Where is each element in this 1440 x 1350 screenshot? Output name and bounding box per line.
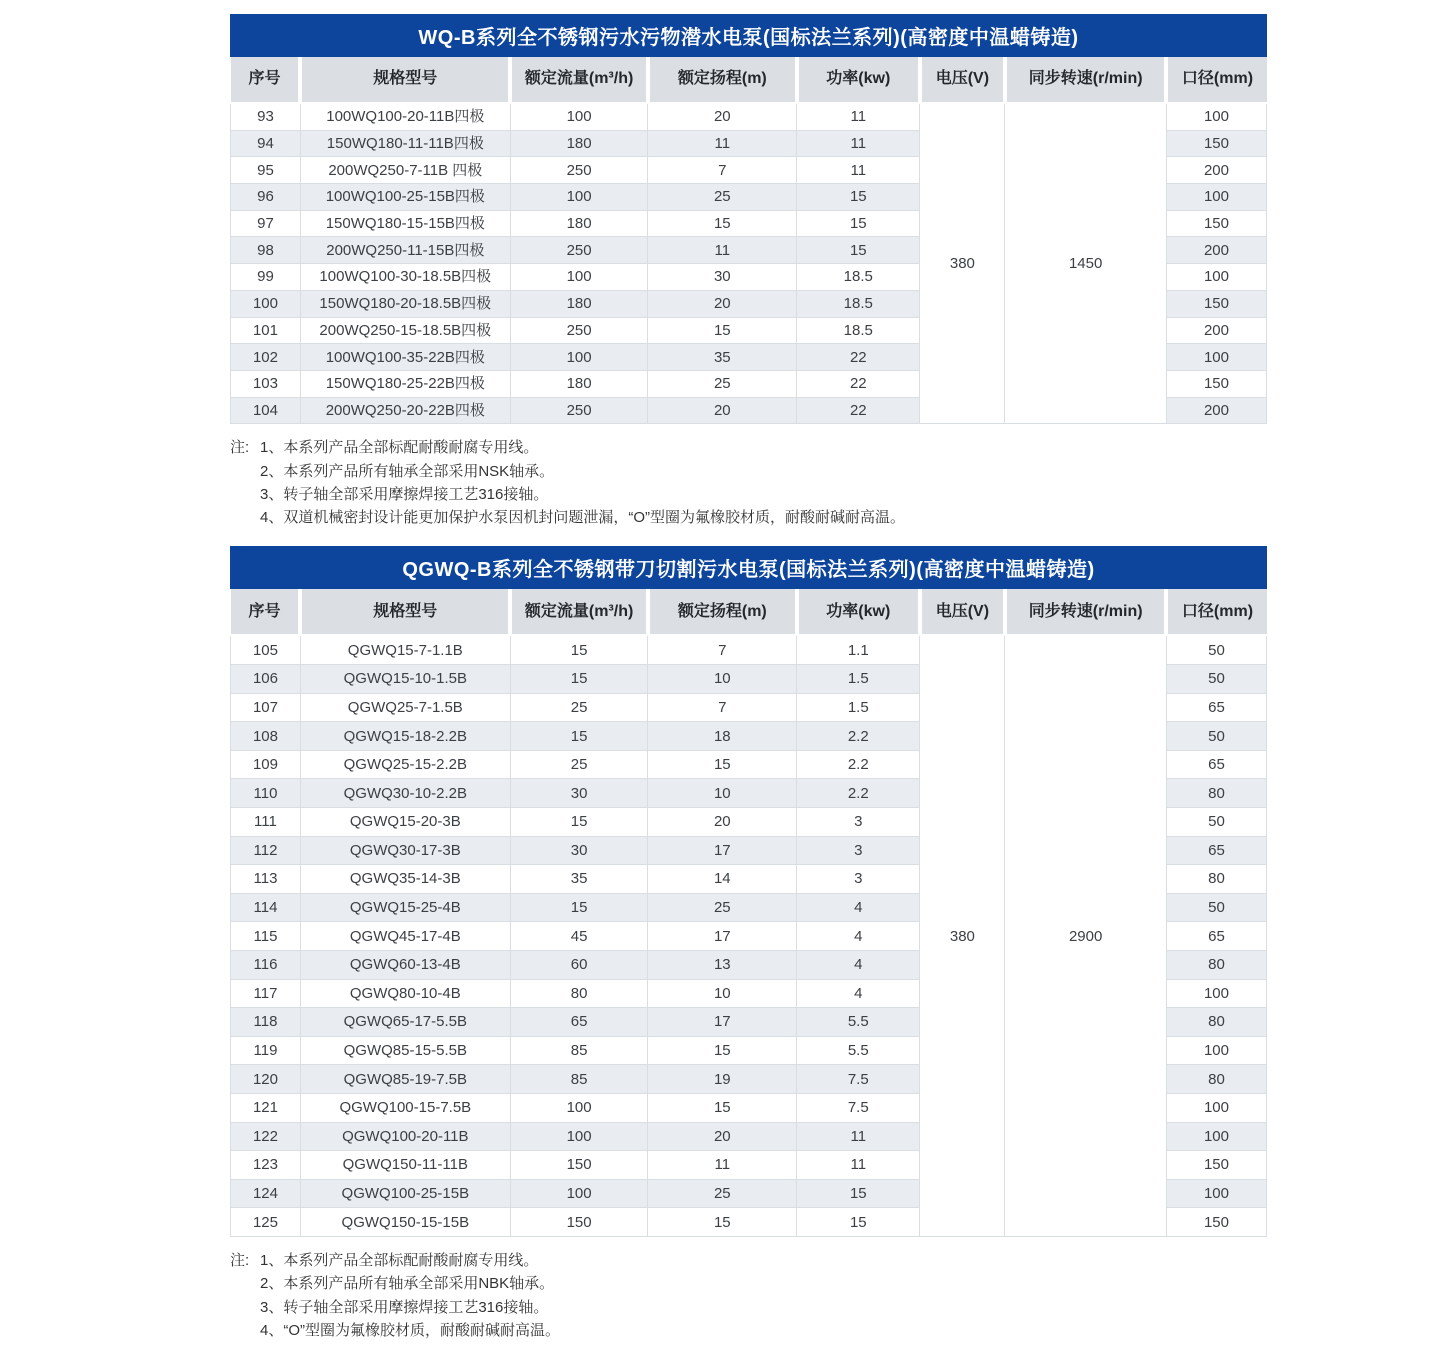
cell-serial: 111 <box>231 808 301 837</box>
header-model: 规格型号 <box>300 589 510 635</box>
cell-power: 4 <box>797 950 920 979</box>
cell-flow: 60 <box>510 950 648 979</box>
header-diameter: 口径(mm) <box>1166 57 1266 103</box>
cell-head: 25 <box>648 893 797 922</box>
cell-serial: 116 <box>231 950 301 979</box>
cell-diameter: 50 <box>1166 665 1266 694</box>
cell-model: 100WQ100-35-22B四极 <box>300 344 510 371</box>
cell-head: 17 <box>648 922 797 951</box>
cell-power: 15 <box>797 1179 920 1208</box>
table-title-bar <box>230 546 1267 589</box>
cell-head: 17 <box>648 1008 797 1037</box>
cell-diameter: 150 <box>1166 130 1266 157</box>
cell-serial: 99 <box>231 264 301 291</box>
notes-block <box>230 436 1267 529</box>
cell-power: 5.5 <box>797 1036 920 1065</box>
cell-serial: 123 <box>231 1151 301 1180</box>
note-line: 4、双道机械密封设计能更加保护水泵因机封问题泄漏，“O”型圈为氟橡胶材质，耐酸耐碱耐高温。 <box>260 509 906 527</box>
cell-power: 18.5 <box>797 317 920 344</box>
header-voltage: 电压(V) <box>920 57 1005 103</box>
cell-power: 3 <box>797 836 920 865</box>
cell-voltage-merged: 380 <box>920 635 1005 1236</box>
cell-model: QGWQ15-25-4B <box>300 893 510 922</box>
cell-power: 3 <box>797 865 920 894</box>
cell-serial: 96 <box>231 184 301 211</box>
cell-serial: 122 <box>231 1122 301 1151</box>
cell-flow: 100 <box>510 103 648 130</box>
cell-power: 5.5 <box>797 1008 920 1037</box>
cell-model: 100WQ100-25-15B四极 <box>300 184 510 211</box>
cell-model: QGWQ80-10-4B <box>300 979 510 1008</box>
cell-serial: 117 <box>231 979 301 1008</box>
cell-serial: 119 <box>231 1036 301 1065</box>
cell-diameter: 100 <box>1166 1093 1266 1122</box>
cell-power: 2.2 <box>797 779 920 808</box>
cell-serial: 101 <box>231 317 301 344</box>
header-row <box>231 589 1267 635</box>
header-serial: 序号 <box>231 57 301 103</box>
cell-flow: 15 <box>510 665 648 694</box>
note-lines <box>260 1249 1267 1342</box>
cell-diameter: 80 <box>1166 1065 1266 1094</box>
cell-flow: 25 <box>510 750 648 779</box>
cell-diameter: 200 <box>1166 157 1266 184</box>
cell-flow: 100 <box>510 184 648 211</box>
cell-serial: 100 <box>231 290 301 317</box>
cell-serial: 115 <box>231 922 301 951</box>
cell-serial: 118 <box>231 1008 301 1037</box>
cell-head: 15 <box>648 750 797 779</box>
cell-model: QGWQ150-11-11B <box>300 1151 510 1180</box>
header-speed: 同步转速(r/min) <box>1005 57 1167 103</box>
cell-power: 22 <box>797 370 920 397</box>
cell-serial: 98 <box>231 237 301 264</box>
table-title: QGWQ-B系列全不锈钢带刀切割污水电泵(国标法兰系列)(高密度中温蜡铸造) <box>402 559 1095 582</box>
cell-power: 11 <box>797 103 920 130</box>
note-line: 3、转子轴全部采用摩擦焊接工艺316接轴。 <box>260 485 549 503</box>
spec-table-qgwqb <box>230 589 1267 1236</box>
cell-power: 3 <box>797 808 920 837</box>
cell-model: QGWQ25-15-2.2B <box>300 750 510 779</box>
cell-flow: 65 <box>510 1008 648 1037</box>
cell-serial: 93 <box>231 103 301 130</box>
cell-serial: 106 <box>231 665 301 694</box>
cell-flow: 85 <box>510 1036 648 1065</box>
cell-serial: 104 <box>231 397 301 424</box>
cell-serial: 112 <box>231 836 301 865</box>
cell-head: 7 <box>648 157 797 184</box>
cell-diameter: 100 <box>1166 103 1266 130</box>
note-line: 2、本系列产品所有轴承全部采用NSK轴承。 <box>260 462 555 480</box>
header-power: 功率(kw) <box>797 57 920 103</box>
cell-speed-merged: 2900 <box>1005 635 1167 1236</box>
cell-serial: 125 <box>231 1208 301 1237</box>
cell-diameter: 150 <box>1166 290 1266 317</box>
cell-model: QGWQ45-17-4B <box>300 922 510 951</box>
cell-power: 15 <box>797 1208 920 1237</box>
cell-head: 14 <box>648 865 797 894</box>
cell-head: 7 <box>648 635 797 664</box>
cell-speed-merged: 1450 <box>1005 103 1167 424</box>
cell-head: 19 <box>648 1065 797 1094</box>
header-head: 额定扬程(m) <box>648 57 797 103</box>
cell-flow: 15 <box>510 722 648 751</box>
cell-power: 22 <box>797 397 920 424</box>
cell-flow: 180 <box>510 130 648 157</box>
cell-diameter: 50 <box>1166 722 1266 751</box>
header-power: 功率(kw) <box>797 589 920 635</box>
cell-flow: 30 <box>510 779 648 808</box>
cell-head: 10 <box>648 779 797 808</box>
cell-power: 15 <box>797 210 920 237</box>
cell-model: QGWQ30-10-2.2B <box>300 779 510 808</box>
cell-power: 4 <box>797 922 920 951</box>
notes-label: 注: <box>230 439 250 457</box>
cell-model: 150WQ180-25-22B四极 <box>300 370 510 397</box>
cell-flow: 25 <box>510 693 648 722</box>
cell-flow: 100 <box>510 264 648 291</box>
pump-table-section-wqb <box>230 14 1267 529</box>
note-line: 4、“O”型圈为氟橡胶材质，耐酸耐碱耐高温。 <box>260 1321 561 1339</box>
cell-model: 150WQ180-15-15B四极 <box>300 210 510 237</box>
cell-flow: 35 <box>510 865 648 894</box>
cell-model: QGWQ15-10-1.5B <box>300 665 510 694</box>
cell-power: 18.5 <box>797 264 920 291</box>
table-title: WQ-B系列全不锈钢污水污物潜水电泵(国标法兰系列)(高密度中温蜡铸造) <box>418 27 1079 49</box>
cell-model: QGWQ35-14-3B <box>300 865 510 894</box>
cell-serial: 108 <box>231 722 301 751</box>
header-voltage: 电压(V) <box>920 589 1005 635</box>
cell-diameter: 65 <box>1166 922 1266 951</box>
cell-model: QGWQ85-15-5.5B <box>300 1036 510 1065</box>
cell-serial: 110 <box>231 779 301 808</box>
cell-flow: 180 <box>510 210 648 237</box>
cell-diameter: 150 <box>1166 210 1266 237</box>
cell-serial: 121 <box>231 1093 301 1122</box>
cell-serial: 107 <box>231 693 301 722</box>
cell-head: 25 <box>648 184 797 211</box>
cell-head: 10 <box>648 979 797 1008</box>
cell-model: 200WQ250-15-18.5B四极 <box>300 317 510 344</box>
cell-head: 20 <box>648 290 797 317</box>
cell-flow: 250 <box>510 397 648 424</box>
cell-flow: 100 <box>510 1179 648 1208</box>
cell-head: 7 <box>648 693 797 722</box>
cell-diameter: 100 <box>1166 1036 1266 1065</box>
cell-model: 200WQ250-7-11B 四极 <box>300 157 510 184</box>
cell-flow: 150 <box>510 1151 648 1180</box>
cell-power: 15 <box>797 237 920 264</box>
cell-serial: 109 <box>231 750 301 779</box>
notes-block <box>230 1249 1267 1342</box>
cell-diameter: 150 <box>1166 1151 1266 1180</box>
cell-head: 25 <box>648 1179 797 1208</box>
cell-model: QGWQ60-13-4B <box>300 950 510 979</box>
cell-model: 200WQ250-11-15B四极 <box>300 237 510 264</box>
note-line: 1、本系列产品全部标配耐酸耐腐专用线。 <box>260 1251 539 1269</box>
cell-model: 100WQ100-20-11B四极 <box>300 103 510 130</box>
cell-head: 20 <box>648 397 797 424</box>
cell-model: 100WQ100-30-18.5B四极 <box>300 264 510 291</box>
cell-flow: 250 <box>510 157 648 184</box>
cell-head: 17 <box>648 836 797 865</box>
cell-diameter: 200 <box>1166 397 1266 424</box>
table-row <box>231 103 1267 130</box>
cell-diameter: 80 <box>1166 779 1266 808</box>
cell-flow: 180 <box>510 370 648 397</box>
cell-diameter: 100 <box>1166 344 1266 371</box>
spec-table-wqb <box>230 57 1267 424</box>
cell-model: QGWQ100-15-7.5B <box>300 1093 510 1122</box>
cell-head: 13 <box>648 950 797 979</box>
cell-head: 15 <box>648 317 797 344</box>
cell-model: 200WQ250-20-22B四极 <box>300 397 510 424</box>
cell-flow: 80 <box>510 979 648 1008</box>
note-line: 3、转子轴全部采用摩擦焊接工艺316接轴。 <box>260 1298 549 1316</box>
cell-diameter: 65 <box>1166 693 1266 722</box>
cell-flow: 180 <box>510 290 648 317</box>
cell-model: QGWQ15-7-1.1B <box>300 635 510 664</box>
cell-head: 15 <box>648 1093 797 1122</box>
cell-diameter: 150 <box>1166 370 1266 397</box>
cell-model: QGWQ15-20-3B <box>300 808 510 837</box>
cell-head: 10 <box>648 665 797 694</box>
table-body <box>231 103 1267 424</box>
cell-power: 1.1 <box>797 635 920 664</box>
cell-power: 4 <box>797 979 920 1008</box>
header-diameter: 口径(mm) <box>1166 589 1266 635</box>
cell-power: 11 <box>797 157 920 184</box>
cell-flow: 100 <box>510 1122 648 1151</box>
header-model: 规格型号 <box>300 57 510 103</box>
cell-flow: 100 <box>510 1093 648 1122</box>
cell-model: QGWQ65-17-5.5B <box>300 1008 510 1037</box>
cell-serial: 95 <box>231 157 301 184</box>
cell-flow: 85 <box>510 1065 648 1094</box>
cell-diameter: 65 <box>1166 750 1266 779</box>
cell-head: 20 <box>648 808 797 837</box>
cell-flow: 15 <box>510 893 648 922</box>
cell-head: 25 <box>648 370 797 397</box>
cell-diameter: 100 <box>1166 979 1266 1008</box>
note-line: 2、本系列产品所有轴承全部采用NBK轴承。 <box>260 1275 555 1293</box>
cell-head: 11 <box>648 130 797 157</box>
cell-model: QGWQ100-20-11B <box>300 1122 510 1151</box>
cell-serial: 120 <box>231 1065 301 1094</box>
cell-head: 11 <box>648 237 797 264</box>
notes-label: 注: <box>230 1251 250 1269</box>
cell-serial: 113 <box>231 865 301 894</box>
cell-serial: 114 <box>231 893 301 922</box>
cell-power: 7.5 <box>797 1093 920 1122</box>
cell-diameter: 200 <box>1166 237 1266 264</box>
cell-diameter: 200 <box>1166 317 1266 344</box>
header-flow: 额定流量(m³/h) <box>510 57 648 103</box>
cell-diameter: 50 <box>1166 808 1266 837</box>
cell-head: 35 <box>648 344 797 371</box>
cell-power: 11 <box>797 1151 920 1180</box>
cell-diameter: 80 <box>1166 865 1266 894</box>
cell-flow: 15 <box>510 635 648 664</box>
cell-model: 150WQ180-20-18.5B四极 <box>300 290 510 317</box>
cell-head: 30 <box>648 264 797 291</box>
cell-model: QGWQ85-19-7.5B <box>300 1065 510 1094</box>
cell-power: 11 <box>797 1122 920 1151</box>
table-row <box>231 635 1267 664</box>
cell-serial: 102 <box>231 344 301 371</box>
cell-diameter: 150 <box>1166 1208 1266 1237</box>
cell-diameter: 100 <box>1166 1122 1266 1151</box>
cell-diameter: 65 <box>1166 836 1266 865</box>
cell-model: QGWQ15-18-2.2B <box>300 722 510 751</box>
cell-model: QGWQ150-15-15B <box>300 1208 510 1237</box>
cell-serial: 103 <box>231 370 301 397</box>
cell-power: 15 <box>797 184 920 211</box>
note-lines <box>260 436 1267 529</box>
cell-flow: 45 <box>510 922 648 951</box>
cell-power: 4 <box>797 893 920 922</box>
cell-model: QGWQ100-25-15B <box>300 1179 510 1208</box>
header-speed: 同步转速(r/min) <box>1005 589 1167 635</box>
header-serial: 序号 <box>231 589 301 635</box>
header-head: 额定扬程(m) <box>648 589 797 635</box>
cell-model: QGWQ30-17-3B <box>300 836 510 865</box>
cell-diameter: 100 <box>1166 184 1266 211</box>
cell-head: 15 <box>648 1208 797 1237</box>
cell-head: 11 <box>648 1151 797 1180</box>
header-row <box>231 57 1267 103</box>
cell-power: 1.5 <box>797 665 920 694</box>
cell-diameter: 50 <box>1166 635 1266 664</box>
cell-diameter: 80 <box>1166 1008 1266 1037</box>
cell-head: 20 <box>648 103 797 130</box>
cell-diameter: 100 <box>1166 264 1266 291</box>
cell-head: 20 <box>648 1122 797 1151</box>
cell-voltage-merged: 380 <box>920 103 1005 424</box>
cell-flow: 15 <box>510 808 648 837</box>
cell-power: 11 <box>797 130 920 157</box>
cell-flow: 250 <box>510 317 648 344</box>
cell-serial: 105 <box>231 635 301 664</box>
cell-head: 15 <box>648 210 797 237</box>
cell-serial: 124 <box>231 1179 301 1208</box>
cell-model: QGWQ25-7-1.5B <box>300 693 510 722</box>
note-line: 1、本系列产品全部标配耐酸耐腐专用线。 <box>260 439 539 457</box>
cell-flow: 150 <box>510 1208 648 1237</box>
cell-head: 18 <box>648 722 797 751</box>
page-content <box>230 14 1267 1342</box>
cell-flow: 30 <box>510 836 648 865</box>
cell-diameter: 50 <box>1166 893 1266 922</box>
cell-serial: 97 <box>231 210 301 237</box>
cell-head: 15 <box>648 1036 797 1065</box>
header-flow: 额定流量(m³/h) <box>510 589 648 635</box>
cell-power: 7.5 <box>797 1065 920 1094</box>
cell-model: 150WQ180-11-11B四极 <box>300 130 510 157</box>
pump-table-section-qgwqb <box>230 546 1267 1342</box>
cell-power: 18.5 <box>797 290 920 317</box>
cell-flow: 100 <box>510 344 648 371</box>
cell-diameter: 100 <box>1166 1179 1266 1208</box>
cell-power: 1.5 <box>797 693 920 722</box>
cell-flow: 250 <box>510 237 648 264</box>
cell-power: 2.2 <box>797 722 920 751</box>
table-body <box>231 635 1267 1236</box>
cell-power: 22 <box>797 344 920 371</box>
cell-power: 2.2 <box>797 750 920 779</box>
cell-serial: 94 <box>231 130 301 157</box>
table-title-bar <box>230 14 1267 57</box>
cell-diameter: 80 <box>1166 950 1266 979</box>
